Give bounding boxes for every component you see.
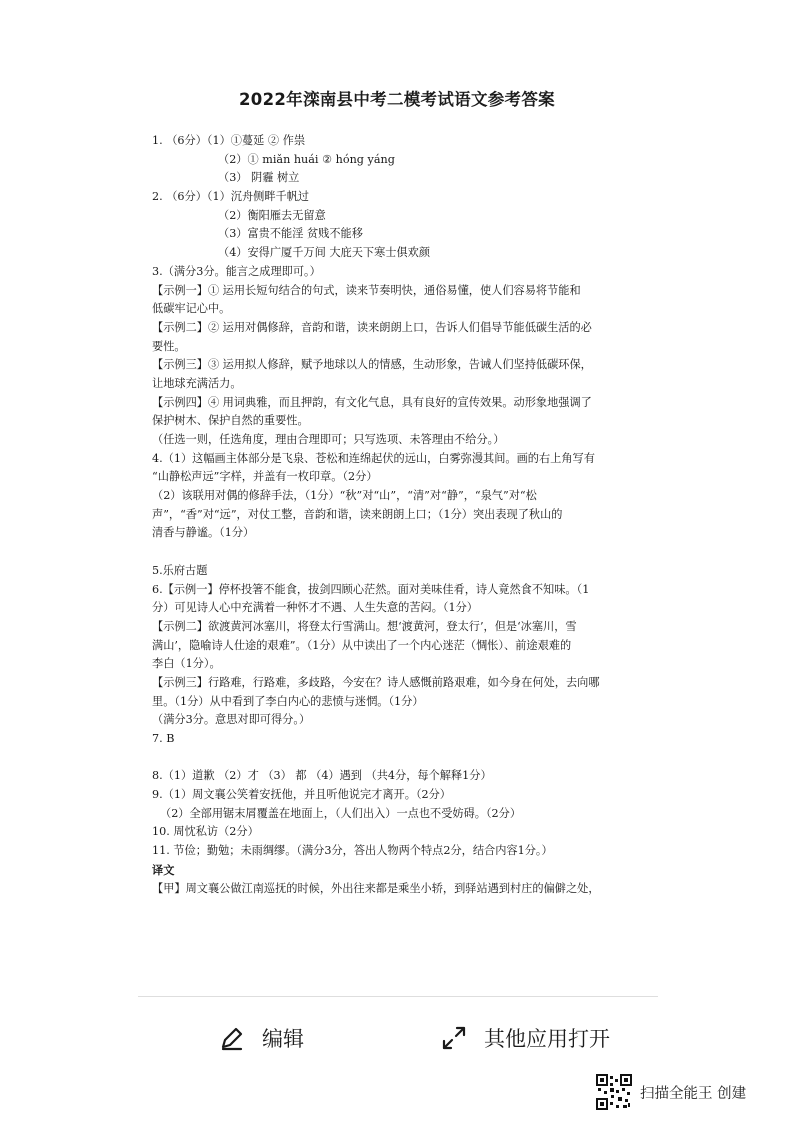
text-line: 【甲】周文襄公做江南巡抚的时候，外出往来都是乘坐小轿，到驿站遇到村庄的偏僻之处， (152, 881, 600, 895)
text-line: （2）全部用锯末屑覆盖在地面上，（人们出入）一点也不受妨碍。（2分） (160, 806, 522, 820)
scanner-watermark (596, 1074, 746, 1110)
answer-document-body (152, 132, 652, 898)
text-line: 9.（1）周文襄公笑着安抚他，并且听他说完才离开。（2分） (152, 788, 451, 802)
text-line: 满山’，隐喻诗人仕途的艰难”。（1分）从中读出了一个内心迷茫（惆怅）、前途艰难的 (152, 638, 572, 652)
text-line: 【示例三】行路难，行路难，多歧路，今安在？诗人感慨前路艰难，如今身在何处，去向哪 (152, 675, 600, 689)
text-line: 1. （6分）（1）①蔓延 ② 作祟 (152, 134, 306, 147)
text-line: 8.（1）道歉 （2）才 （3） 都 （4）遇到 （共4分，每个解释1分） (152, 769, 492, 783)
text-line: （2）衡阳雁去无留意 (218, 208, 326, 222)
text-line: 2. （6分）（1）沉舟侧畔千帆过 (152, 190, 310, 204)
text-line: （2）① miǎn huái ② hóng yáng (218, 152, 395, 166)
text-line: 低碳牢记心中。 (152, 302, 231, 316)
edit-button-label: 编辑 (262, 1027, 304, 1051)
text-line: （满分3分。意思对即可得分。） (152, 713, 311, 727)
text-line: 里。（1分）从中看到了李白内心的悲愤与迷惘。（1分） (152, 694, 424, 708)
qr-code-icon (596, 1074, 632, 1110)
text-line: 4.（1）这幅画主体部分是飞泉、苍松和连绵起伏的远山，白雾弥漫其间。画的右上角写有 (152, 451, 595, 465)
text-line: 【示例一】① 运用长短句结合的句式，读来节奏明快，通俗易懂，使人们容易将节能和 (152, 283, 581, 297)
text-line: 7. B (152, 732, 175, 745)
text-line: 【示例三】③ 运用拟人修辞，赋予地球以人的情感，生动形象，告诫人们坚持低碳环保， (152, 358, 592, 372)
section-heading: 译文 (152, 862, 175, 877)
text-line: 3.（满分3分。能言之成理即可。） (152, 264, 321, 278)
text-line: 【示例二】② 运用对偶修辞，音韵和谐，读来朗朗上口，告诉人们倡导节能低碳生活的必 (152, 320, 592, 334)
expand-arrows-icon (440, 1024, 468, 1052)
text-line: （2）该联用对偶的修辞手法，（1分）“秋”对“山”，“清”对“静”，“泉气”对“松 (152, 489, 537, 503)
edit-button[interactable] (218, 1020, 304, 1056)
text-line: （3）富贵不能淫 贫贱不能移 (218, 227, 363, 241)
text-line: 5.乐府古题 (152, 563, 208, 577)
text-line: 清香与静谧。（1分） (152, 526, 255, 540)
text-line: 10. 周忱私访（2分） (152, 825, 259, 839)
text-line: 让地球充满活力。 (152, 376, 242, 390)
text-line: 李白（1分）。 (152, 657, 221, 671)
watermark-text: 扫描全能王 创建 (640, 1085, 747, 1102)
text-line: 【示例四】④ 用词典雅，而且押韵，有文化气息，具有良好的宣传效果。动形象地强调了 (152, 395, 592, 409)
pencil-icon (218, 1024, 246, 1052)
text-line: 分）可见诗人心中充满着一种怀才不遇、人生失意的苦闷。（1分） (152, 601, 478, 615)
text-line: 11. 节俭；勤勉；未雨绸缪。（满分3分，答出人物两个特点2分，结合内容1分。） (152, 844, 553, 858)
page-title: 2022年滦南县中考二模考试语文参考答案 (239, 90, 555, 109)
text-line: 要性。 (152, 339, 186, 353)
text-line: 【示例二】欲渡黄河冰塞川，将登太行雪满山。想‘渡黄河，登太行’，但是‘冰塞川，雪 (152, 619, 577, 633)
text-line: 保护树木、保护自然的重要性。 (152, 414, 309, 428)
blank-line (152, 543, 652, 562)
text-line: 6.【示例一】停杯投箸不能食，拔剑四顾心茫然。面对美味佳肴，诗人竟然食不知味。（1 (152, 582, 590, 596)
open-in-other-app-button[interactable] (440, 1020, 610, 1056)
text-line: “山静松声远”字样，并盖有一枚印章。（2分） (152, 470, 378, 484)
text-line: （4）安得广厦千万间 大庇天下寒士俱欢颜 (218, 246, 431, 260)
text-line: 声”，“香”对“远”，对仗工整，音韵和谐，读来朗朗上口；（1分）突出表现了秋山的 (152, 507, 563, 521)
text-line: （3） 阴霾 树立 (218, 171, 300, 185)
toolbar-divider (138, 996, 658, 997)
text-line: （任选一则，任选角度，理由合理即可；只写选项、未答理由不给分。） (152, 433, 505, 446)
open-button-label: 其他应用打开 (484, 1027, 610, 1051)
blank-line (152, 749, 652, 768)
